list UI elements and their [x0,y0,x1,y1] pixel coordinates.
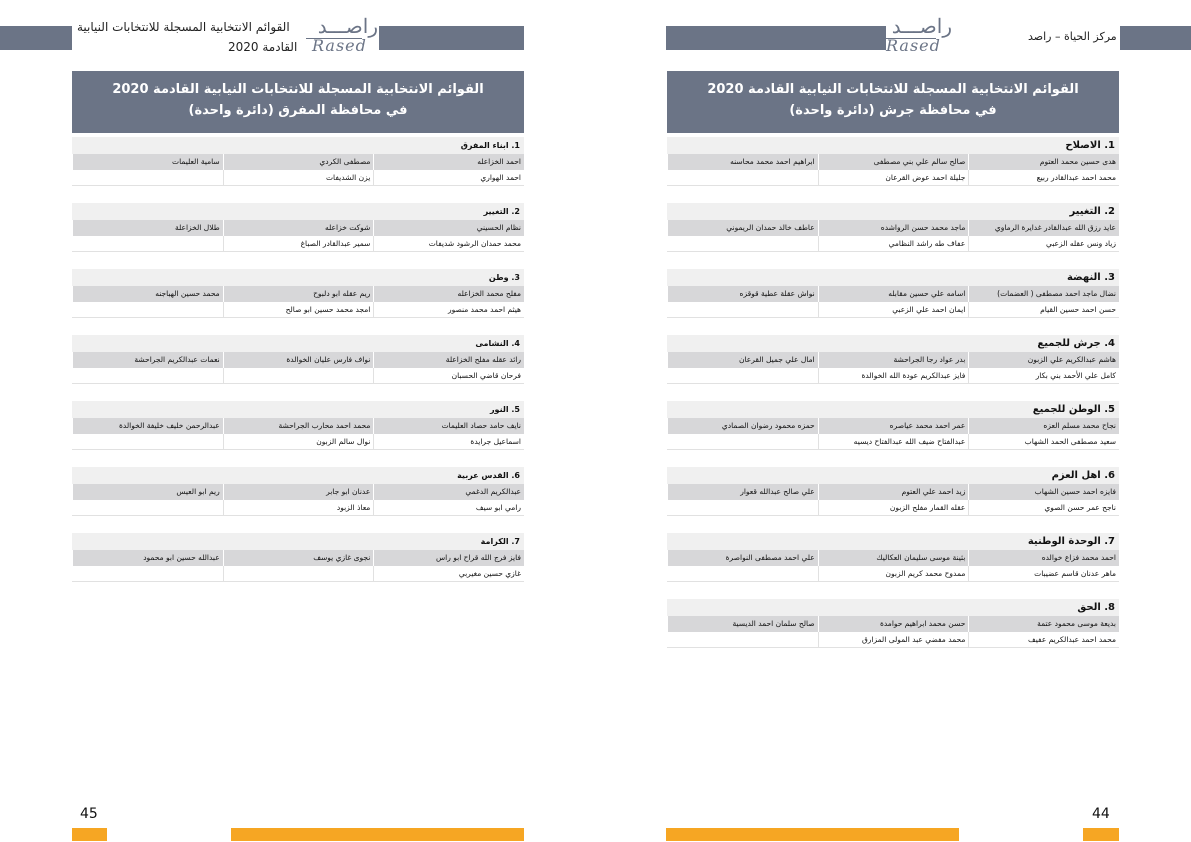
candidate-list [667,269,1119,318]
candidate-cell: بدر عواد رجا الجراحشة [818,352,969,368]
candidate-lists-panel [72,71,524,582]
candidate-cell [72,500,223,516]
candidate-cell: نضال ماجد احمد مصطفى ( العضمات) [968,286,1119,302]
table-row [72,154,524,170]
table-row [667,500,1119,516]
candidate-cell: امال علي جميل القرعان [667,352,818,368]
logo-english: Rased [312,36,367,55]
page-45 [0,0,595,842]
table-row [667,550,1119,566]
candidate-cell: رامي ابو سيف [373,500,524,516]
table-row [667,632,1119,648]
candidate-cell: نواف فارس عليان الخوالدة [223,352,374,368]
table-row [72,170,524,186]
candidate-cell: امجد محمد حسين ابو صالح [223,302,374,318]
candidate-cell: فايزه احمد حسين الشهاب [968,484,1119,500]
table-row [72,434,524,450]
candidate-cell: بديعة موسى محمود عتمة [968,616,1119,632]
table-row [667,302,1119,318]
candidate-cell: سامية العليمات [72,154,223,170]
candidate-cell [667,566,818,582]
candidate-cell: محمد حمدان الرشود شديفات [373,236,524,252]
candidate-cell: ابراهيم احمد محمد محاسنه [667,154,818,170]
lists-container [667,137,1119,648]
candidate-cell [72,566,223,582]
candidate-list [72,335,524,384]
candidate-list [667,335,1119,384]
list-title: 2. التغيير [667,203,1119,220]
candidate-cell: سعيد مصطفى الحمد الشهاب [968,434,1119,450]
header-title-line2: القادمة 2020 [228,40,298,54]
candidate-cell: عايد رزق الله عبدالقادر غدايرة الرماوي [968,220,1119,236]
candidate-cell: رائد عقله مفلح الخزاعلة [373,352,524,368]
candidate-cell: عبدالله حسين ابو محمود [72,550,223,566]
header-title-line1: القوائم الانتخابية المسجلة للانتخابات النيابية [77,20,290,34]
lists-container [72,137,524,582]
candidate-cell: فايز عبدالكريم عودة الله الخوالدة [818,368,969,384]
table-row [72,418,524,434]
header-bar-right [379,26,524,50]
header-center-name: مركز الحياة – راصد [1028,30,1117,43]
list-title: 6. اهل العزم [667,467,1119,484]
candidate-cell: طلال الخزاعلة [72,220,223,236]
candidate-list [72,203,524,252]
candidate-cell: ناجح عمر حسن الصوي [968,500,1119,516]
candidate-cell: اسامه علي حسين مقابله [818,286,969,302]
candidate-cell: ايمان احمد علي الزعبي [818,302,969,318]
list-title: 5. الوطن للجميع [667,401,1119,418]
table-row [667,566,1119,582]
candidate-cell: ماجد محمد حسن الرواشده [818,220,969,236]
candidate-cell: زياد ونس عقله الزعبي [968,236,1119,252]
list-title: 1. الاصلاح [667,137,1119,154]
candidate-cell [667,500,818,516]
list-title: 3. وطن [72,269,524,286]
table-row [667,352,1119,368]
candidate-cell: محمد حسين الهباجنه [72,286,223,302]
candidate-cell: حسن محمد ابراهيم حوامدة [818,616,969,632]
list-title: 7. الوحدة الوطنية [667,533,1119,550]
candidate-cell: نجوى غازي يوسف [223,550,374,566]
candidate-list [72,401,524,450]
candidate-cell: محمد مفضي عبد المولى المزارق [818,632,969,648]
candidate-cell: مفلح محمد الخزاعله [373,286,524,302]
candidate-cell: علي صالح عبدالله قعوار [667,484,818,500]
candidate-cell: عمر احمد محمد عياصره [818,418,969,434]
candidate-cell: حمزه محمود رضوان الصمادي [667,418,818,434]
candidate-cell: نعمات عبدالكريم الجراحشة [72,352,223,368]
candidate-cell: نجاح محمد مسلم العزه [968,418,1119,434]
table-row [667,220,1119,236]
candidate-cell [223,566,374,582]
candidate-cell: اسماعيل جرايدة [373,434,524,450]
candidate-cell: عبدالكريم الدغمي [373,484,524,500]
candidate-cell: صالح سالم علي بني مصطفى [818,154,969,170]
header-bar-right [1120,26,1191,50]
candidate-cell: زيد احمد علي العتوم [818,484,969,500]
table-row [667,434,1119,450]
list-title: 7. الكرامة [72,533,524,550]
table-row [72,302,524,318]
logo-arabic: راصـــد [891,14,952,38]
list-title: 6. القدس عربية [72,467,524,484]
candidate-cell: محمد احمد عبدالكريم عفيف [968,632,1119,648]
candidate-list [667,599,1119,648]
candidate-list [72,467,524,516]
candidate-cell [667,632,818,648]
table-row [72,484,524,500]
candidate-list [72,533,524,582]
candidate-cell: هيثم احمد محمد منصور [373,302,524,318]
candidate-cell [667,434,818,450]
candidate-cell [667,368,818,384]
footer-bar-small [72,828,107,841]
candidate-cell: شوكت خزاعله [223,220,374,236]
table-row [72,352,524,368]
candidate-cell: حسن احمد حسين القيام [968,302,1119,318]
candidate-cell: عاطف خالد حمدان الريموني [667,220,818,236]
candidate-lists-panel [667,71,1119,648]
candidate-cell [72,368,223,384]
candidate-cell: عفاف طه راشد النظامي [818,236,969,252]
candidate-cell: مصطفى الكردي [223,154,374,170]
candidate-cell: نظام الحسيني [373,220,524,236]
candidate-cell: ريم عقله ابو دلبوح [223,286,374,302]
candidate-list [667,533,1119,582]
list-title: 8. الحق [667,599,1119,616]
table-row [72,368,524,384]
rased-logo [878,14,958,58]
candidate-cell: نايف حامد حصاد العليمات [373,418,524,434]
candidate-cell: علي احمد مصطفى النواصرة [667,550,818,566]
candidate-cell [72,170,223,186]
table-row [72,566,524,582]
list-title: 5. النور [72,401,524,418]
candidate-cell: عقله القمار مفلح الزبون [818,500,969,516]
candidate-cell [72,236,223,252]
panel-title: القوائم الانتخابية المسجلة للانتخابات النيابية القادمة 2020 في محافظة المفرق (دائرة واحدة) [72,71,524,133]
table-row [667,484,1119,500]
candidate-cell [667,170,818,186]
candidate-cell: جليلة احمد عوض القرعان [818,170,969,186]
candidate-cell: نواش عقلة عطية قوقزه [667,286,818,302]
candidate-cell: محمد احمد محارب الجراحشة [223,418,374,434]
table-row [667,236,1119,252]
list-title: 4. جرش للجميع [667,335,1119,352]
page-number: 45 [80,806,98,822]
candidate-cell: ممدوح محمد كريم الزبون [818,566,969,582]
candidate-cell: يزن الشديفات [223,170,374,186]
candidate-cell: هاشم عبدالكريم علي الزبون [968,352,1119,368]
list-title: 3. النهضة [667,269,1119,286]
list-title: 2. التغيير [72,203,524,220]
candidate-cell [667,302,818,318]
candidate-cell: عدنان ابو جابر [223,484,374,500]
candidate-cell: فرحان قاضي الحسبان [373,368,524,384]
candidate-cell: هدى حسين محمد العتوم [968,154,1119,170]
table-row [667,154,1119,170]
candidate-cell [72,434,223,450]
candidate-cell: بثينة موسى سليمان العكاليك [818,550,969,566]
candidate-cell: احمد محمد فزاع خوالده [968,550,1119,566]
logo-english: Rased [886,36,941,55]
page-number: 44 [1092,806,1110,822]
table-row [667,368,1119,384]
candidate-cell: احمد الهواري [373,170,524,186]
candidate-list [667,401,1119,450]
table-row [72,500,524,516]
table-row [667,170,1119,186]
candidate-cell: نوال سالم الزبون [223,434,374,450]
footer-bar-small [1083,828,1119,841]
candidate-cell: سمير عبدالقادر الصباغ [223,236,374,252]
list-title: 1. ابناء المفرق [72,137,524,154]
header-bar-left [0,26,72,50]
candidate-cell: ريم ابو العيس [72,484,223,500]
footer-bar-large [231,828,524,841]
panel-title: القوائم الانتخابية المسجلة للانتخابات النيابية القادمة 2020 في محافظة جرش (دائرة واحدة) [667,71,1119,133]
candidate-cell: كامل علي الأحمد بني بكار [968,368,1119,384]
table-row [72,220,524,236]
table-row [667,418,1119,434]
candidate-list [667,467,1119,516]
list-title: 4. النشامى [72,335,524,352]
table-row [667,286,1119,302]
footer-bar-large [666,828,959,841]
candidate-list [667,203,1119,252]
candidate-cell [72,302,223,318]
candidate-cell: غازي حسين مغيربي [373,566,524,582]
candidate-cell [667,236,818,252]
table-row [72,550,524,566]
candidate-list [72,269,524,318]
candidate-cell: فايز فرج الله قراح ابو راس [373,550,524,566]
header-bar-left [666,26,886,50]
candidate-cell: محمد احمد عبدالقادر ربيع [968,170,1119,186]
candidate-cell: ماهر عدنان قاسم عضيبات [968,566,1119,582]
candidate-list [72,137,524,186]
candidate-cell: عبدالفتاح ضيف الله عبدالفتاح ديسيه [818,434,969,450]
candidate-cell: عبدالرحمن خليف خليفة الخوالدة [72,418,223,434]
candidate-cell: معاذ الزبود [223,500,374,516]
candidate-cell [223,368,374,384]
table-row [72,286,524,302]
logo-arabic: راصـــد [317,14,378,38]
table-row [72,236,524,252]
candidate-list [667,137,1119,186]
rased-logo [304,14,384,58]
table-row [667,616,1119,632]
candidate-cell: احمد الخزاعله [373,154,524,170]
page-44 [596,0,1191,842]
candidate-cell: صالح سلمان احمد الديسية [667,616,818,632]
